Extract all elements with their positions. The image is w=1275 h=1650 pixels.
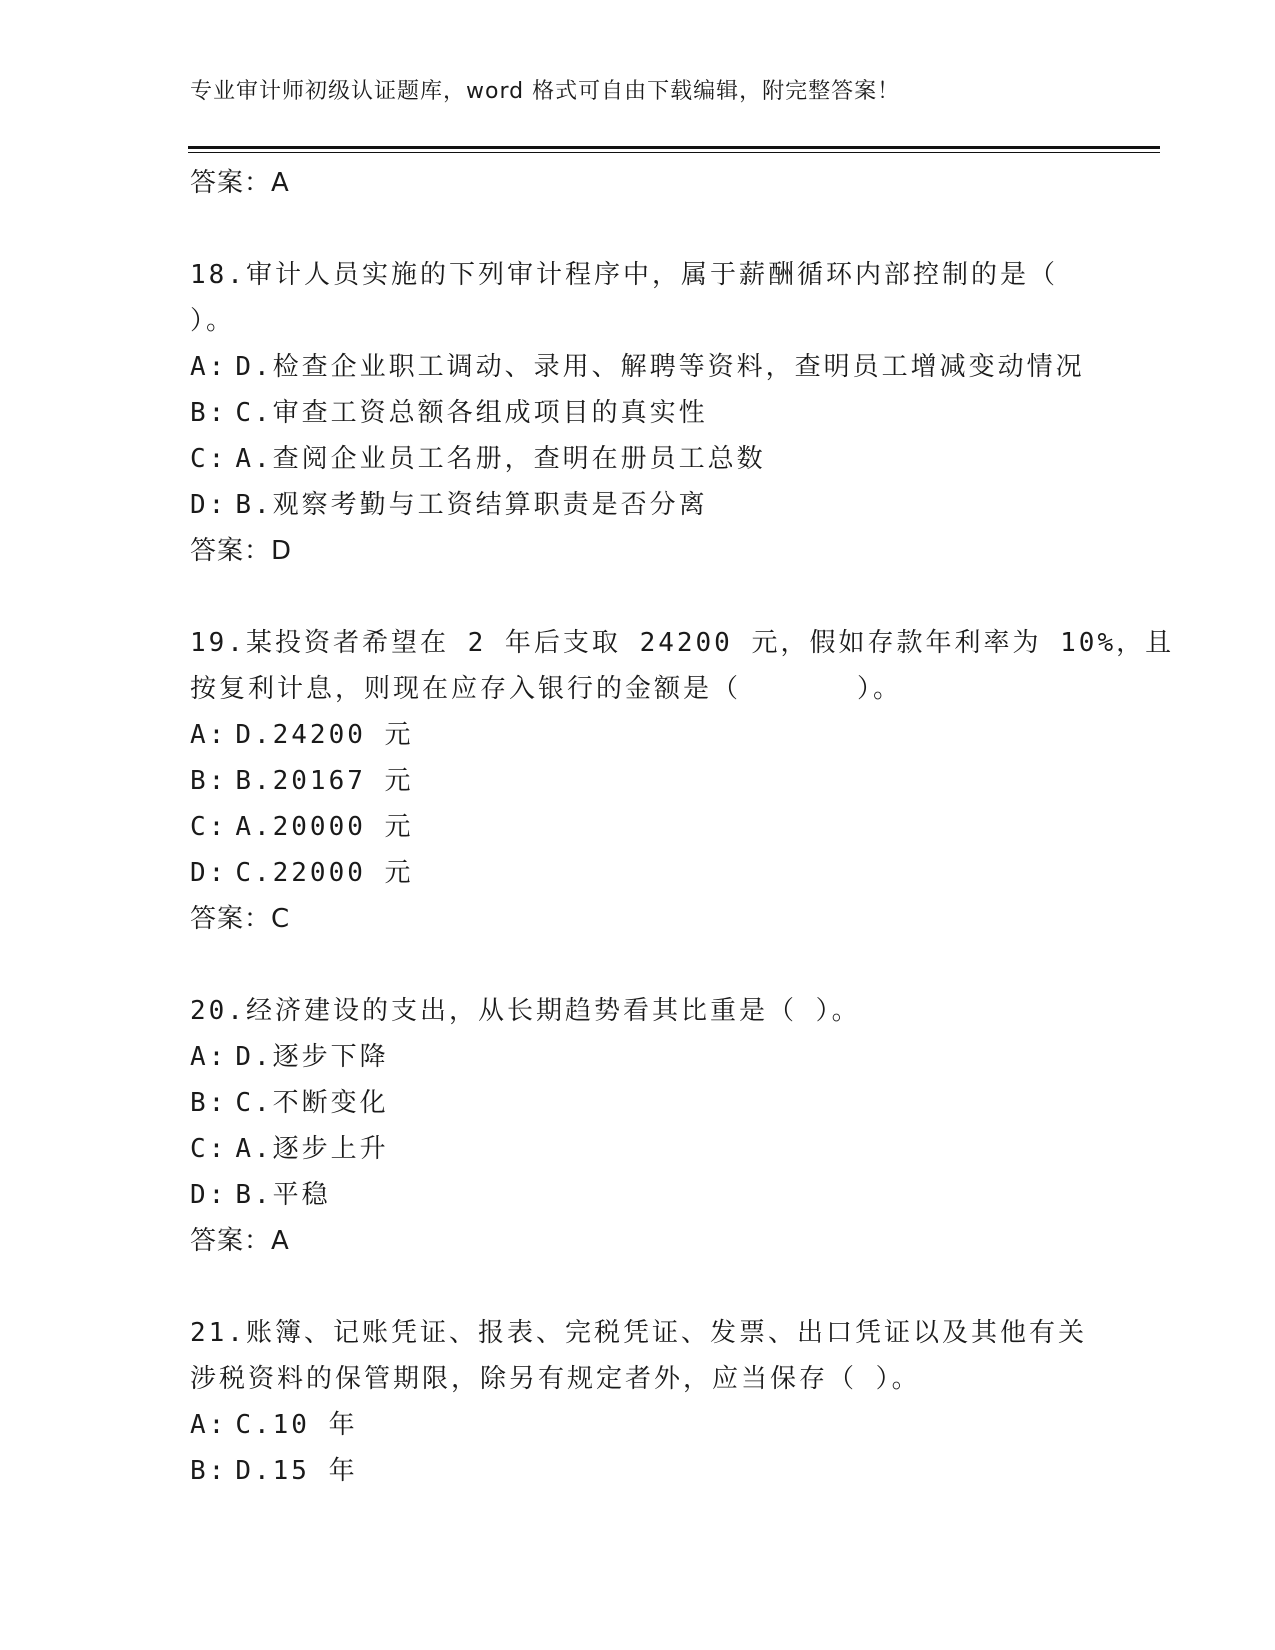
answer-label: 答案： — [190, 536, 272, 566]
option-letter: A: — [190, 1410, 228, 1440]
option-line — [190, 344, 1090, 390]
header-rule-thin — [188, 152, 1160, 153]
option-letter: C: — [190, 812, 228, 842]
answer-value: A — [271, 1226, 289, 1256]
option-line — [190, 1080, 1090, 1126]
option-text: C.10 年 — [235, 1410, 358, 1440]
option-text: B.平稳 — [235, 1180, 331, 1210]
option-letter: A: — [190, 720, 228, 750]
option-letter: C: — [190, 444, 228, 474]
option-letter: D: — [190, 490, 228, 520]
option-text: B.20167 元 — [235, 766, 414, 796]
option-letter: B: — [190, 766, 228, 796]
option-text: A.逐步上升 — [235, 1134, 389, 1164]
question-stem: 19.某投资者希望在 2 年后支取 24200 元，假如存款年利率为 10%，且 — [190, 628, 1175, 658]
question-stem: 20.经济建设的支出，从长期趋势看其比重是（ ）。 — [190, 996, 861, 1026]
question-stem: ）。 — [190, 306, 236, 336]
answer-label: 答案： — [190, 904, 272, 934]
option-letter: A: — [190, 1042, 228, 1072]
option-letter: B: — [190, 1456, 228, 1486]
option-line — [190, 758, 1090, 804]
page-header: 专业审计师初级认证题库，word 格式可自由下载编辑，附完整答案！ — [190, 79, 901, 104]
answer-value: A — [271, 168, 289, 198]
option-line — [190, 804, 1090, 850]
answer-line — [190, 528, 1090, 574]
option-letter: C: — [190, 1134, 228, 1164]
option-text: C.审查工资总额各组成项目的真实性 — [235, 398, 708, 428]
answer-label: 答案： — [190, 1226, 272, 1256]
option-text: D.逐步下降 — [235, 1042, 389, 1072]
option-text: B.观察考勤与工资结算职责是否分离 — [235, 490, 708, 520]
answer-line — [190, 896, 1090, 942]
option-letter: B: — [190, 398, 228, 428]
option-line — [190, 1034, 1090, 1080]
question-block — [190, 620, 1175, 942]
option-text: C.不断变化 — [235, 1088, 389, 1118]
question-stem: 18.审计人员实施的下列审计程序中，属于薪酬循环内部控制的是（ — [190, 260, 1058, 290]
option-line — [190, 482, 1090, 528]
question-block — [190, 988, 1090, 1264]
option-line — [190, 1448, 1090, 1494]
option-line — [190, 1402, 1090, 1448]
question-block — [190, 252, 1090, 574]
option-text: C.22000 元 — [235, 858, 414, 888]
option-letter: B: — [190, 1088, 228, 1118]
option-text: A.20000 元 — [235, 812, 414, 842]
option-text: D.15 年 — [235, 1456, 358, 1486]
question-stem: 21.账簿、记账凭证、报表、完税凭证、发票、出口凭证以及其他有关 — [190, 1318, 1087, 1348]
answer-line — [190, 160, 1090, 206]
question-block — [190, 1310, 1090, 1494]
option-text: D.24200 元 — [235, 720, 414, 750]
option-letter: D: — [190, 1180, 228, 1210]
option-line — [190, 1172, 1090, 1218]
answer-value: C — [271, 904, 290, 934]
option-letter: A: — [190, 352, 228, 382]
option-line — [190, 1126, 1090, 1172]
answer-label: 答案： — [190, 168, 272, 198]
question-stem: 涉税资料的保管期限，除另有规定者外，应当保存（ ）。 — [190, 1364, 921, 1394]
option-line — [190, 712, 1090, 758]
question-content — [190, 160, 1175, 1494]
option-text: D.检查企业职工调动、录用、解聘等资料，查明员工增减变动情况 — [235, 352, 1085, 382]
answer-line — [190, 1218, 1090, 1264]
option-letter: D: — [190, 858, 228, 888]
answer-value: D — [271, 536, 292, 566]
header-rule — [188, 146, 1160, 149]
option-line — [190, 390, 1090, 436]
question-list — [190, 252, 1175, 1494]
option-text: A.查阅企业员工名册，查明在册员工总数 — [235, 444, 766, 474]
question-stem: 按复利计息，则现在应存入银行的金额是（ ）。 — [190, 674, 903, 704]
option-line — [190, 436, 1090, 482]
option-line — [190, 850, 1090, 896]
